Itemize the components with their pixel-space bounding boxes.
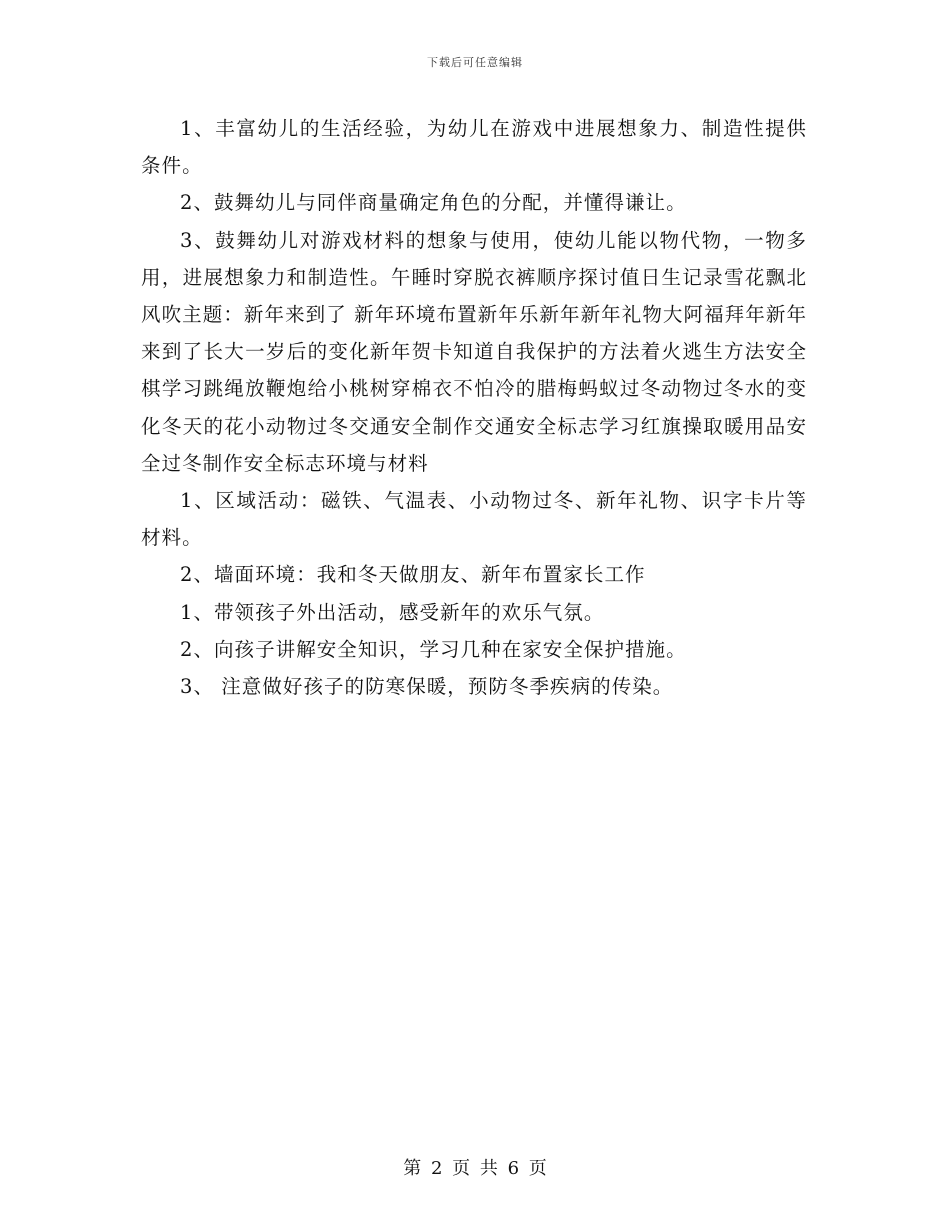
paragraph: 2、向孩子讲解安全知识，学习几种在家安全保护措施。: [180, 637, 687, 661]
paragraph: 2、墙面环境：我和冬天做朋友、新年布置家长工作: [180, 563, 646, 587]
paragraph: 3、鼓舞幼儿对游戏材料的想象与使用，使幼儿能以物代物，一物多用，进展想象力和制造性。午睡时穿脱衣裤顺序探讨值日生记录雪花飘北风吹主题：新年来到了 新年环境布置新年乐新年新年礼物大阿福拜年新年来到了长大一岁后的变化新年贺卡知道自我保护的方法着火逃生方法安全棋学习跳绳放鞭炮给小桃树穿棉衣不怕冷的腊梅蚂蚁过冬动物过冬水的变化冬天的花小动物过冬交通安全制作交通安全标志学习红旗操取暖用品安全过冬制作安全标志环境与材料: [141, 228, 807, 475]
paragraph: 1、丰富幼儿的生活经验，为幼儿在游戏中进展想象力、制造性提供条件。: [141, 117, 807, 178]
page-header: 下载后可任意编辑: [427, 56, 523, 69]
document-body: [141, 110, 807, 705]
paragraph: 2、鼓舞幼儿与同伴商量确定角色的分配，并懂得谦让。: [180, 191, 687, 215]
paragraph: 1、带领孩子外出活动，感受新年的欢乐气氛。: [180, 600, 605, 624]
paragraph: 1、区域活动：磁铁、气温表、小动物过冬、新年礼物、识字卡片等材料。: [141, 489, 807, 550]
paragraph: 3、 注意做好孩子的防寒保暖，预防冬季疾病的传染。: [180, 675, 674, 699]
page-number-footer: 第 2 页 共 6 页: [403, 1158, 547, 1179]
